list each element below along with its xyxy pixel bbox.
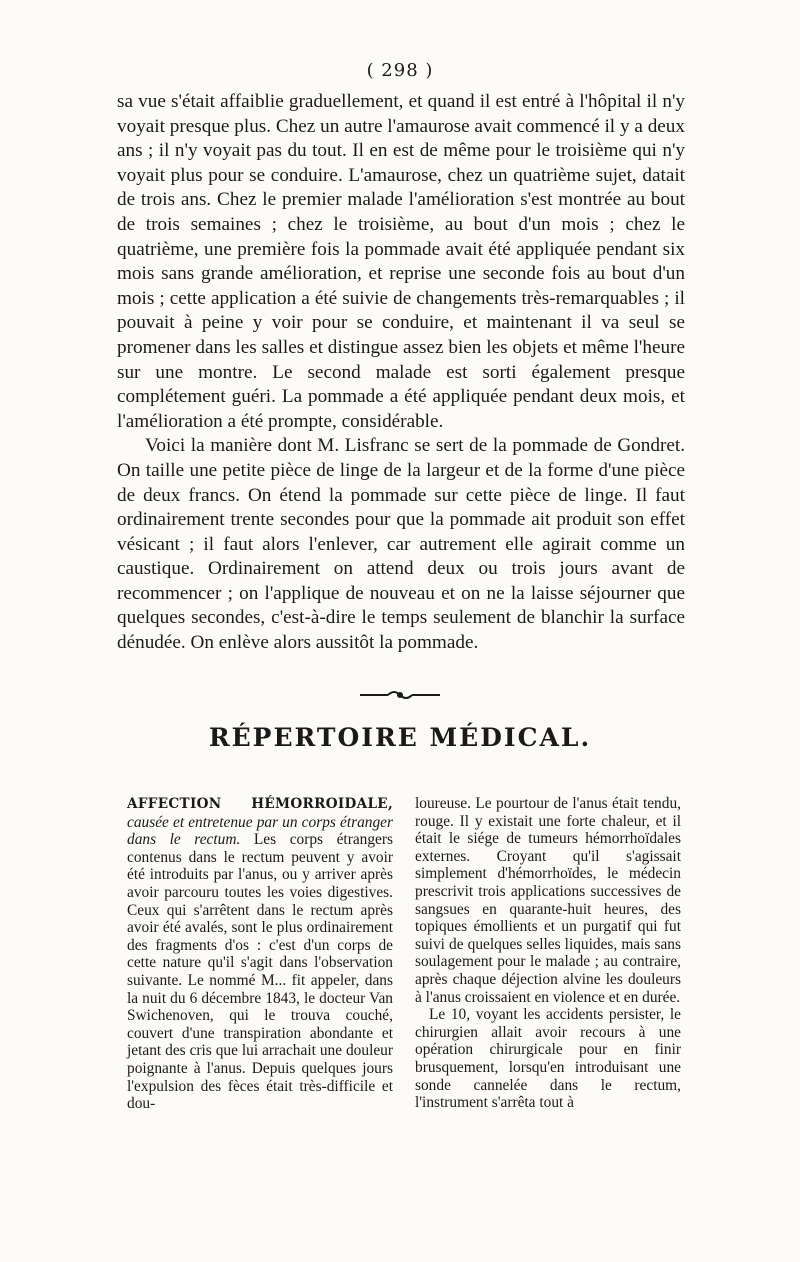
page-number: ( 298 ) xyxy=(366,60,434,81)
two-column-entry xyxy=(127,795,681,1113)
right-column xyxy=(415,795,681,1113)
left-column xyxy=(127,795,393,1113)
main-paragraph-1: sa vue s'était affaiblie graduellement, et quand il est entré à l'hôpital il n'y voyait presque plus. Chez un autre l'amaurose avait commencé il y a deux ans ; il n'y voyait pas du tout. Il en est de même pour le troisième qui n'y voyait plus pour se conduire. L'amaurose, chez un quatrième sujet, datait de trois ans. Chez le premier malade l'amélioration s'est montrée au bout de trois semaines ; chez le troisième, au bout d'un mois ; chez le quatrième, une première fois la pommade avait été appliquée pendant six mois sans grande amélioration, et reprise une seconde fois au bout d'un mois ; cette application a été suivie de changements très-remarquables ; il pouvait à peine y voir pour se conduire, et maintenant il va seul se promener dans les salles et distingue assez bien les objets et même l'heure sur une montre. Le second malade est sorti également presque complétement guéri. La pommade a été appliquée pendant deux mois, et l'amélioration a été prompte, considérable. xyxy=(117,91,685,432)
entry-text-col2-p1: loureuse. Le pourtour de l'anus était tendu, rouge. Il y existait une forte chaleur, et il était le siége de tumeurs hémorrhoïdales externes. Croyant qu'il s'agissait simplement d'hémorrhoïdes, le médecin prescrivit trois applications successives de sangsues en quarante-huit heures, des topiques émollients et un purgatif qui fut suivi de quelques selles liquides, mais sans soulagement pour le malade ; au contraire, après chaque déjection alvine les douleurs à l'anus croissaient en violence et en durée. xyxy=(415,795,681,1006)
entry-subtitle: causée et entretenue par un corps étranger dans le rectum. xyxy=(127,813,393,849)
section-title: RÉPERTOIRE MÉDICAL. xyxy=(208,723,592,752)
entry-text-col2-p2: Le 10, voyant les accidents persister, le chirurgien allait avoir recours à une opération chirurgicale pour en finir brusquement, lorsqu'en introduisant une sonde cannelée dans le rectum, l'instrument s'arrêta tout à xyxy=(415,1006,681,1112)
main-text-block xyxy=(117,90,685,656)
entry-text-col1: Les corps étrangers contenus dans le rectum peuvent y avoir été introduits par l'anus, ou y arriver après avoir parcouru toutes les voies digestives. Ceux qui s'arrêtent dans le rectum après avoir été avalés, sont le plus ordinairement des fragments d'os : c'est d'un corps de cette nature qu'il s'agit dans l'observation suivante. Le nommé M... fit appeler, dans la nuit du 6 décembre 1843, le docteur Van Swichenoven, qui le trouva couché, couvert d'une transpiration abondante et jetant des cris que lui arrachait une douleur poignante à l'anus. Depuis quelques jours l'expulsion des fèces était très-difficile et dou- xyxy=(127,831,393,1113)
entry-heading: AFFECTION HÉMORROIDALE, xyxy=(127,796,393,812)
ornament-divider-icon xyxy=(360,688,440,702)
main-paragraph-2: Voici la manière dont M. Lisfranc se sert de la pommade de Gondret. On taille une petite pièce de linge de la largeur et de la forme d'une pièce de deux francs. On étend la pommade sur cette pièce de linge. Il faut ordinairement trente secondes pour que la pommade ait produit son effet vésicant ; il faut alors l'enlever, car autrement elle agirait comme un caustique. Ordinairement on attend deux ou trois jours avant de recommencer ; on l'applique de nouveau et on ne la laisse séjourner que quelques secondes, c'est-à-dire le temps seulement de blanchir la surface dénudée. On enlève alors aussitôt la pommade. xyxy=(117,435,685,654)
